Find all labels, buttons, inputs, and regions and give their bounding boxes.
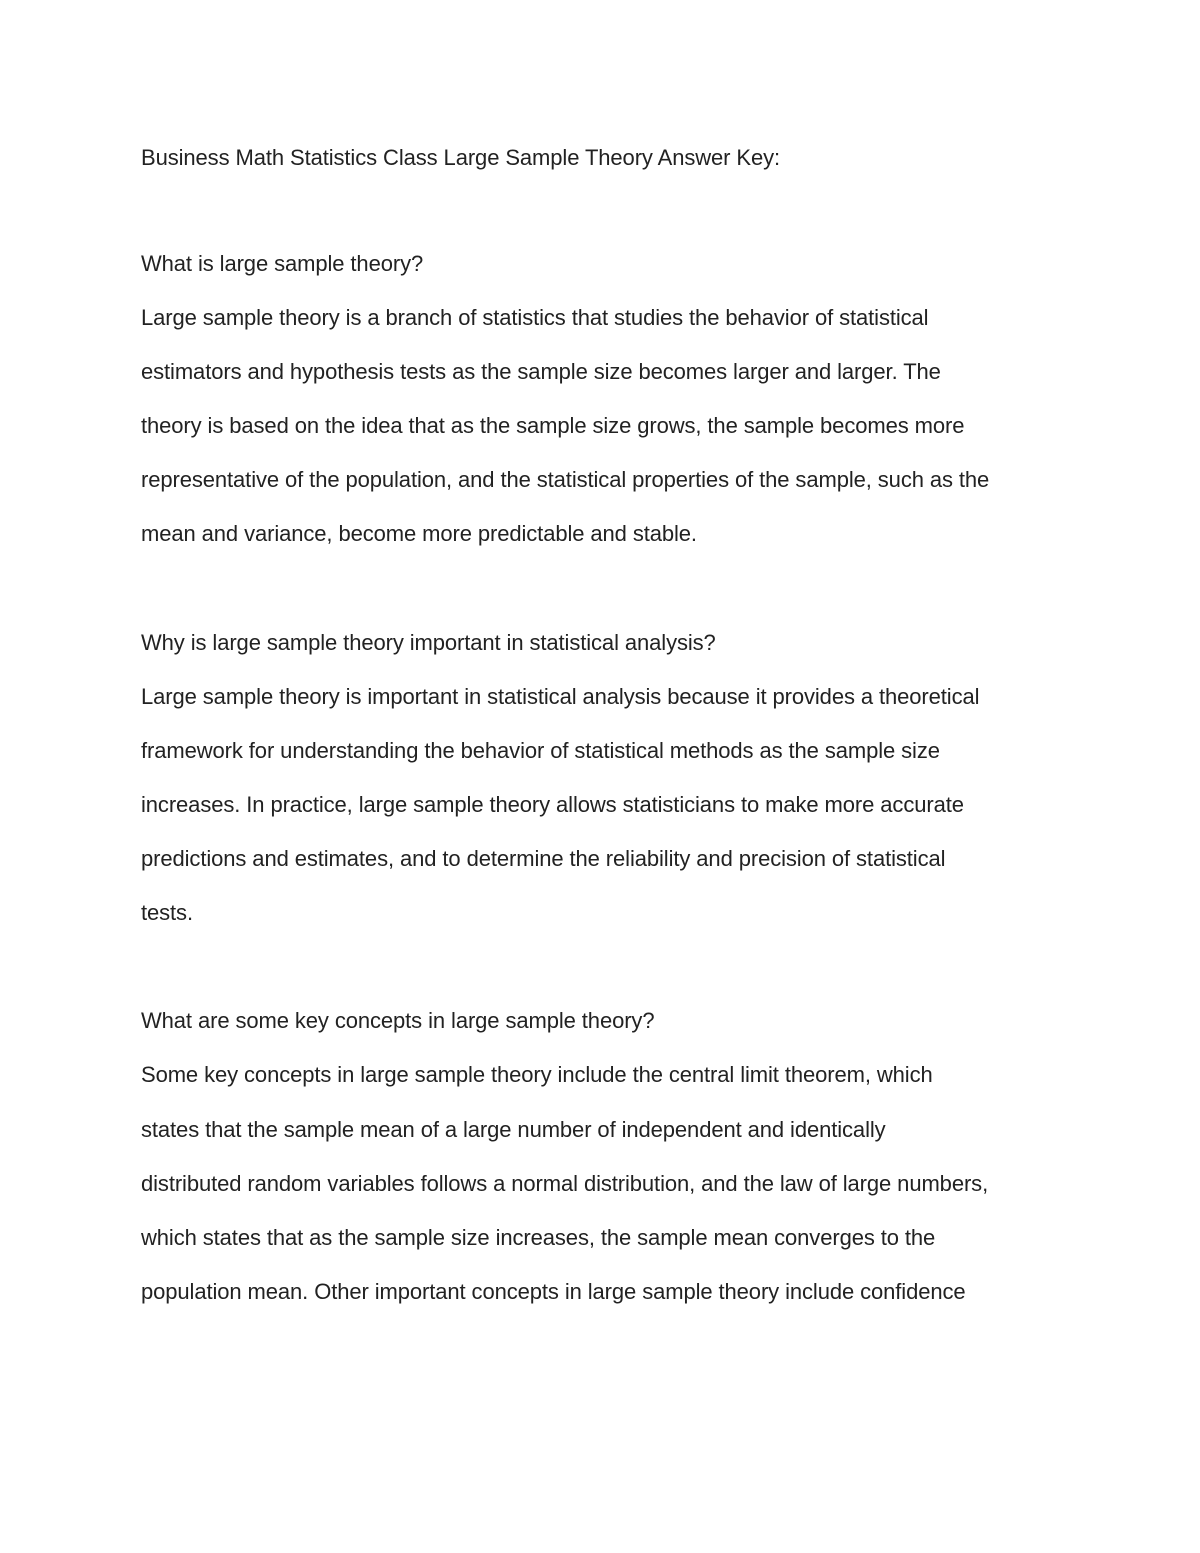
answer-2-line-4: predictions and estimates, and to determine the reliability and precision of statistical xyxy=(141,846,946,871)
answer-1-line-3: theory is based on the idea that as the sample size grows, the sample becomes more xyxy=(141,413,965,438)
answer-3-line-2: states that the sample mean of a large number of independent and identically xyxy=(141,1117,886,1142)
answer-1-line-2: estimators and hypothesis tests as the sample size becomes larger and larger. The xyxy=(141,359,941,384)
answer-2-line-2: framework for understanding the behavior of statistical methods as the sample size xyxy=(141,738,940,763)
document-title: Business Math Statistics Class Large Sample Theory Answer Key: xyxy=(141,145,781,170)
answer-3-line-1: Some key concepts in large sample theory include the central limit theorem, which xyxy=(141,1062,933,1087)
answer-3-line-5: population mean. Other important concepts in large sample theory include confidence xyxy=(141,1279,966,1304)
answer-1-line-5: mean and variance, become more predictable and stable. xyxy=(141,521,697,546)
question-3: What are some key concepts in large sample theory? xyxy=(141,1008,655,1033)
question-2: Why is large sample theory important in statistical analysis? xyxy=(141,630,716,655)
question-1: What is large sample theory? xyxy=(141,251,424,276)
answer-3-line-3: distributed random variables follows a normal distribution, and the law of large numbers, xyxy=(141,1171,989,1196)
answer-1-line-1: Large sample theory is a branch of statistics that studies the behavior of statistical xyxy=(141,305,929,330)
answer-1-line-4: representative of the population, and the statistical properties of the sample, such as the xyxy=(141,467,990,492)
answer-2-line-1: Large sample theory is important in statistical analysis because it provides a theoretical xyxy=(141,684,980,709)
answer-2-line-3: increases. In practice, large sample theory allows statisticians to make more accurate xyxy=(141,792,964,817)
answer-2-line-5: tests. xyxy=(141,900,193,925)
answer-3-line-4: which states that as the sample size increases, the sample mean converges to the xyxy=(141,1225,936,1250)
